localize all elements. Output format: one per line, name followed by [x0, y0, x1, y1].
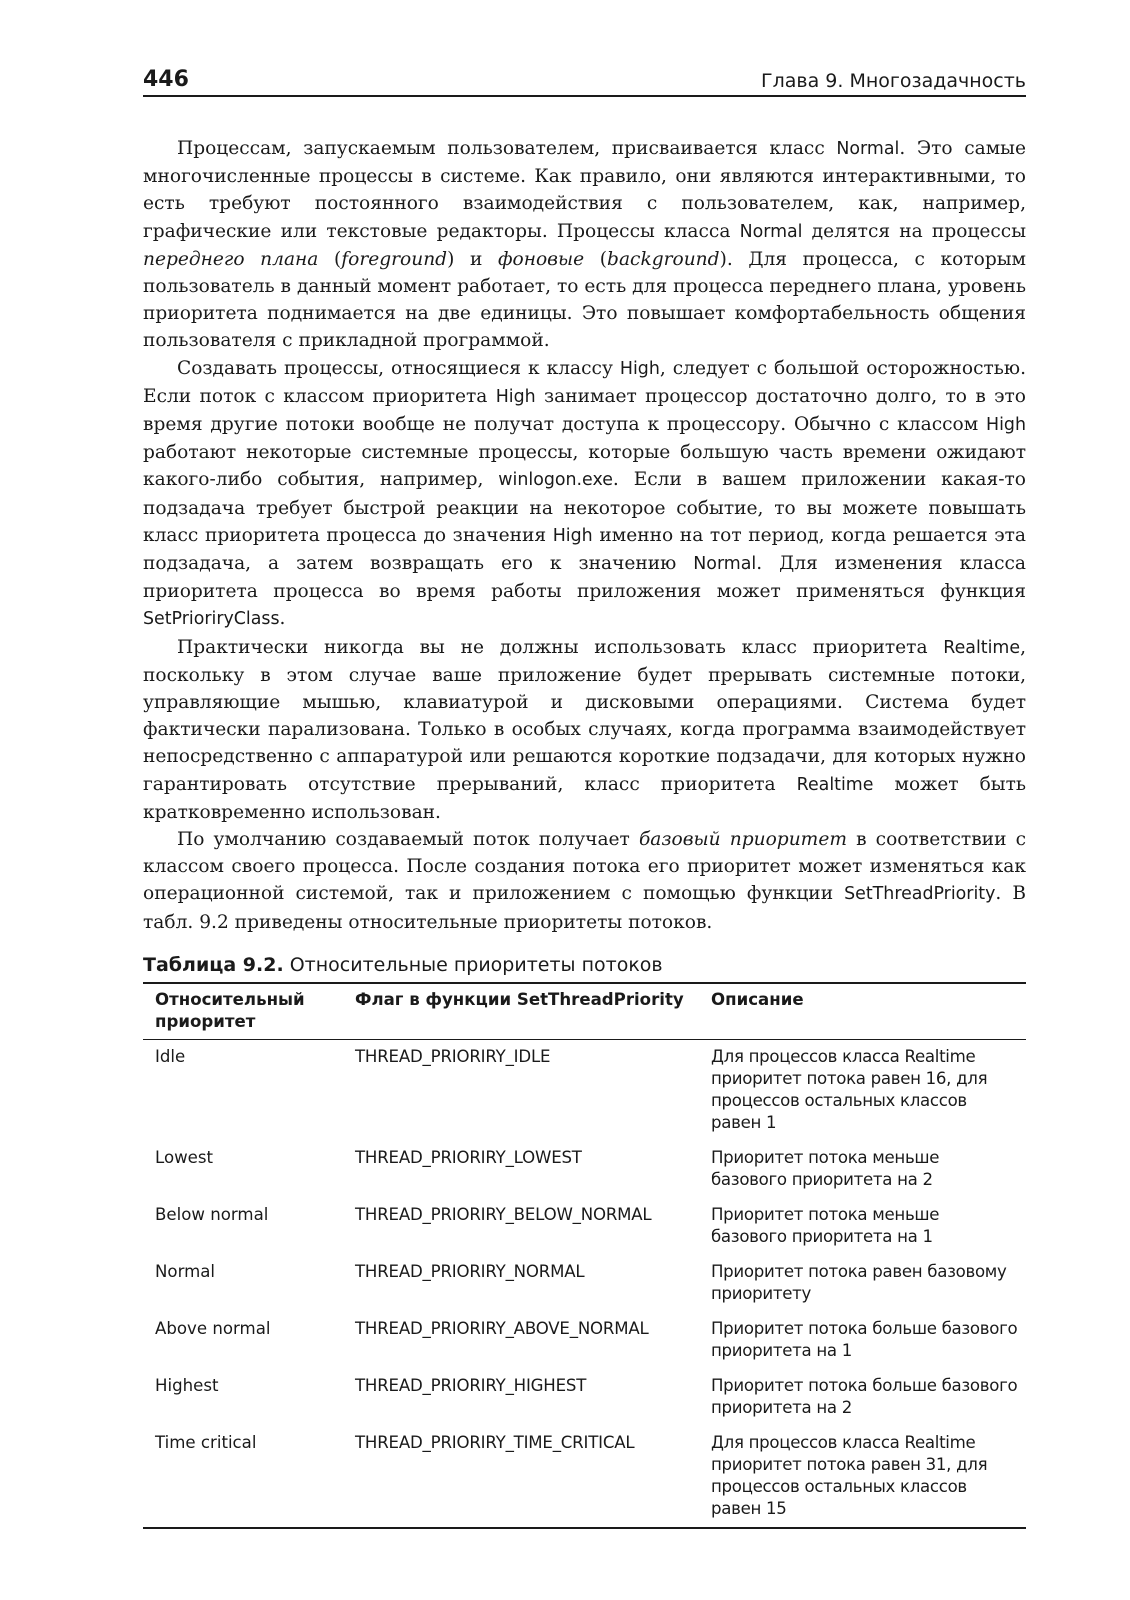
description-cell: Приоритет потока больше базового приоритета на 2: [711, 1375, 1018, 1417]
book-page: [143, 62, 1026, 1529]
paragraph-text: (: [318, 248, 342, 270]
paragraph-text: работают некоторые системные процессы, которые большую часть времени ожидают какого-либо события, например,: [143, 442, 1026, 491]
paragraph-text: Практически никогда вы не должны использовать класс приоритета: [177, 636, 944, 658]
paragraph-text: занимает процессор достаточно долго, то в это время другие потоки вообще не получат доступа к процессору. Обычно с классом: [143, 385, 1026, 436]
description-cell: Для процессов класса Realtime приоритет потока равен 31, для процессов остальных классов равен 15: [711, 1432, 988, 1518]
paragraph-text: делятся на процессы: [802, 220, 1026, 242]
relative-priority-cell: Below normal: [155, 1204, 269, 1224]
paragraph-text: , следует с большой осторожностью. Если поток с классом приоритета: [143, 357, 1026, 407]
emphasis-text: background: [607, 248, 720, 270]
running-header: [143, 62, 1026, 97]
relative-priority-cell: Time critical: [155, 1432, 257, 1452]
emphasis-text: базовый приоритет: [638, 829, 847, 851]
flag-cell: THREAD_PRIORIRY_NORMAL: [355, 1261, 585, 1281]
flag-cell: THREAD_PRIORIRY_ABOVE_NORMAL: [355, 1318, 649, 1338]
description-cell: Приоритет потока меньше базового приоритета на 2: [711, 1147, 940, 1189]
paragraph-text: может быть кратковременно использован.: [143, 773, 1026, 823]
code-term: winlogon.exe: [498, 470, 613, 491]
column-header-description: Описание: [711, 989, 804, 1009]
code-term: Realtime: [943, 637, 1021, 658]
paragraph-text: Создавать процессы, относящиеся к классу: [177, 357, 620, 379]
relative-priority-cell: Highest: [155, 1375, 219, 1395]
table-row: [143, 1255, 1026, 1312]
description-cell: Для процессов класса Realtime приоритет потока равен 16, для процессов остальных классов равен 1: [711, 1046, 988, 1132]
table-row: [143, 1039, 1026, 1141]
paragraph-text: . В табл. 9.2 приведены относительные приоритеты потоков.: [143, 883, 1026, 933]
code-term: SetThreadPriority: [844, 884, 996, 905]
code-term: Normal: [836, 139, 900, 159]
column-header-flag: Флаг в функции SetThreadPriority: [355, 989, 684, 1009]
code-term: Realtime: [796, 774, 874, 795]
thread-priority-table: [143, 982, 1026, 1529]
paragraph-text: именно на тот период, когда решается эта подзадача, а затем возвращать его к значению: [143, 524, 1026, 575]
paragraph-text: .: [279, 608, 286, 630]
code-term: Normal: [693, 554, 757, 575]
table-caption-text: Относительные приоритеты потоков: [283, 953, 663, 976]
paragraph-text: ) и: [447, 248, 498, 270]
description-cell: Приоритет потока больше базового приоритета на 1: [711, 1318, 1018, 1360]
table-header-row: [143, 983, 1026, 1040]
body-text: [143, 135, 1026, 936]
table-caption: [143, 954, 1026, 976]
description-cell: Приоритет потока равен базовому приоритету: [711, 1261, 1007, 1303]
paragraph: [143, 135, 1026, 355]
paragraph-text: Процессам, запускаемым пользователем, присваивается класс: [177, 138, 837, 159]
paragraph-text: ). Для процесса, с которым пользователь в данный момент работает, то есть для процесса переднего плана, уровень приоритета поднимается на две единицы. Это повышает комфортабельность общения пользователя с прикладной программой.: [143, 248, 1027, 352]
emphasis-text: переднего плана: [143, 248, 319, 270]
code-term: SetPrioriryClass: [143, 609, 280, 630]
paragraph-text: в соответствии с классом своего процесса. После создания потока его приоритет может изменяться как операционной системой, так и приложением с помощью функции: [143, 829, 1026, 905]
table-row: [143, 1426, 1026, 1528]
paragraph-text: . Это самые многочисленные процессы в системе. Как правило, они являются интерактивными, то есть требуют постоянного взаимодействия с пользователем, как, например, графические или текстовые редакторы. Процессы класса: [143, 138, 1026, 242]
flag-cell: THREAD_PRIORIRY_TIME_CRITICAL: [355, 1432, 635, 1452]
table-row: [143, 1369, 1026, 1426]
table-row: [143, 1198, 1026, 1255]
flag-cell: THREAD_PRIORIRY_BELOW_NORMAL: [355, 1204, 652, 1224]
column-header-relative-priority: Относительный приоритет: [155, 989, 305, 1031]
relative-priority-cell: Normal: [155, 1261, 216, 1281]
code-term: High: [619, 358, 660, 379]
description-cell: Приоритет потока меньше базового приоритета на 1: [711, 1204, 940, 1246]
code-term: Normal: [739, 221, 803, 242]
table-row: [143, 1312, 1026, 1369]
flag-cell: THREAD_PRIORIRY_HIGHEST: [355, 1375, 587, 1395]
table-body: [143, 1039, 1026, 1528]
table-row: [143, 1141, 1026, 1198]
paragraph-text: . Для изменения класса приоритета процесса во время работы приложения может применяться функция: [143, 553, 1026, 603]
flag-cell: THREAD_PRIORIRY_IDLE: [355, 1046, 551, 1066]
code-term: High: [552, 525, 593, 546]
paragraph-text: , поскольку в этом случае ваше приложение будет прерывать системные потоки, управляющие мышью, клавиатурой и дисковыми операциями. Система будет фактически парализована. Только в особых случаях, когда программа взаимодействует непосредственно с аппаратурой или решаются короткие подзадачи, для которых нужно гарантировать отсутствие прерываний, класс приоритета: [143, 636, 1026, 795]
relative-priority-cell: Lowest: [155, 1147, 214, 1167]
code-term: High: [495, 386, 536, 407]
table-caption-label: Таблица 9.2.: [143, 953, 284, 976]
emphasis-text: фоновые: [497, 248, 585, 270]
paragraph-text: . Если в вашем приложении какая-то подзадача требует быстрой реакции на некоторое событие, то вы можете повышать класс приоритета процесса до значения: [143, 469, 1026, 546]
flag-cell: THREAD_PRIORIRY_LOWEST: [355, 1147, 582, 1167]
chapter-title: Глава 9. Многозадачность: [761, 70, 1026, 92]
paragraph: [143, 826, 1026, 936]
paragraph: [143, 634, 1026, 826]
emphasis-text: foreground: [341, 248, 448, 270]
paragraph-text: По умолчанию создаваемый поток получает: [177, 829, 639, 851]
code-term: High: [986, 415, 1026, 436]
relative-priority-cell: Idle: [155, 1046, 186, 1066]
paragraph: [143, 355, 1026, 634]
page-number: 446: [143, 67, 189, 92]
relative-priority-cell: Above normal: [155, 1318, 271, 1338]
paragraph-text: (: [584, 248, 608, 270]
